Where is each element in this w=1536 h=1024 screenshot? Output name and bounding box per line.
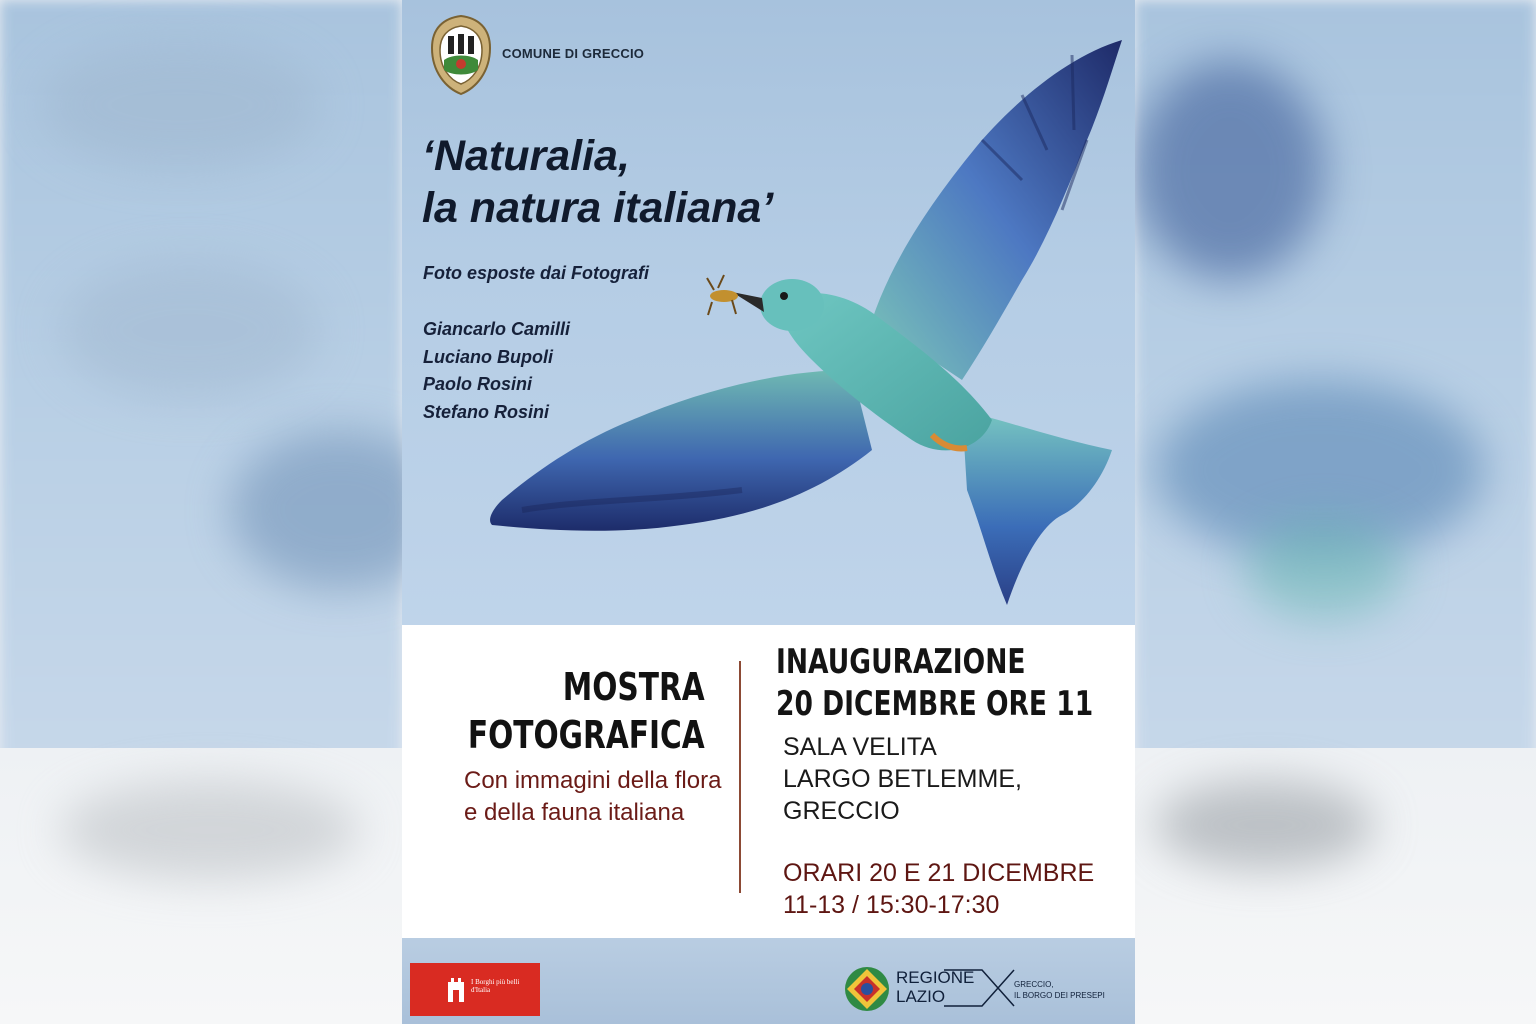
event-subtitle: Foto esposte dai Fotografi [423,263,650,283]
tower-icon [446,976,466,1002]
event-poster [402,0,1135,1024]
exhibition-description: Con immagini della flora e della fauna italiana [464,767,722,826]
orari-line-2: 11-13 / 15:30-17:30 [783,891,1000,919]
title-line-1: ‘Naturalia, [422,132,630,180]
inaugurazione-line-2: 20 DICEMBRE ORE 11 [776,684,1094,724]
mostra-line-1: MOSTRA [562,665,705,709]
exhibition-heading [468,663,705,759]
greccio-borgo-text [1014,979,1105,1001]
comune-label: COMUNE DI GRECCIO [502,46,645,61]
regione-line-2: LAZIO [896,987,946,1006]
photographer-list [423,316,570,426]
coat-of-arms-icon [428,12,494,98]
opening-hours [783,857,1094,921]
orari-line-1: ORARI 20 E 21 DICEMBRE [783,859,1095,887]
borghi-text: I Borghi più belli d'Italia [471,978,520,994]
title-line-2: la natura italiana’ [422,184,774,232]
regione-lazio-lines-icon [942,968,1017,1008]
regione-line-1: REGIONE [896,968,975,987]
event-title [422,130,882,234]
greccio-line-1: GRECCIO, [1014,980,1054,989]
inaugurazione-line-1: INAUGURAZIONE [776,642,1026,682]
venue-line-2: LARGO BETLEMME, [783,765,1022,793]
photographer-name: Stefano Rosini [423,401,550,422]
photographer-name: Paolo Rosini [423,374,533,394]
greccio-line-2: IL BORGO DEI PRESEPI [1014,991,1105,1000]
blurred-backdrop-left [0,0,402,1024]
regione-lazio-emblem-icon [844,966,890,1012]
borghi-logo [410,963,540,1016]
venue-line-1: SALA VELITA [783,733,937,761]
photographer-name: Giancarlo Camilli [423,319,571,339]
vertical-divider [739,661,741,893]
photographer-name: Luciano Bupoli [423,346,553,367]
poster-footer [402,938,1135,1024]
blurred-backdrop-right [1135,0,1536,1024]
venue-address [783,731,1022,827]
info-panel [402,625,1135,938]
venue-line-3: GRECCIO [783,797,900,825]
mostra-line-2: FOTOGRAFICA [468,713,705,757]
inauguration-heading [776,641,1093,725]
